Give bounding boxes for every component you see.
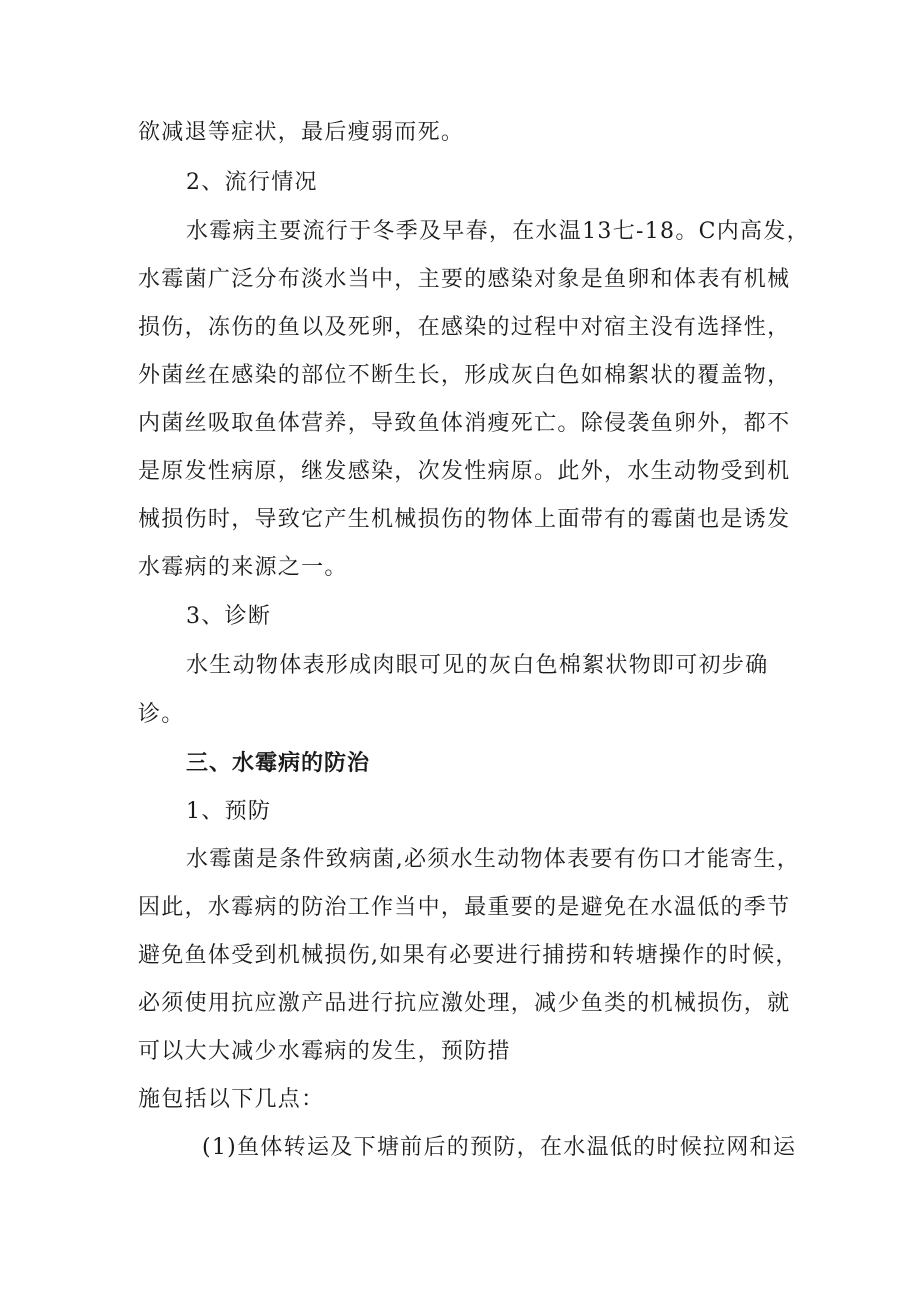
- paragraph-line: 水霉菌是条件致病菌,必须水生动物体表要有伤口才能寄生，: [186, 847, 801, 872]
- paragraph-line: 水生动物体表形成肉眼可见的灰白色棉絮状物即可初步确: [186, 653, 769, 678]
- paragraph-line: 诊。: [138, 702, 185, 727]
- paragraph-line: 水霉病的来源之一。: [138, 555, 348, 580]
- list-item-1: (1)鱼体转运及下塘前后的预防，在水温低的时候拉网和运: [202, 1135, 797, 1160]
- chapter-heading-prevention-treatment: 三、水霉病的防治: [186, 751, 371, 776]
- section-heading-prevention: 1、预防: [186, 799, 272, 824]
- paragraph-line: 必须使用抗应激产品进行抗应激处理，减少鱼类的机械损伤，就: [138, 991, 791, 1016]
- paragraph-line: 施包括以下几点：: [138, 1087, 325, 1112]
- paragraph-line: 欲减退等症状，最后瘦弱而死。: [138, 120, 465, 145]
- paragraph-line: 械损伤时，导致它产生机械损伤的物体上面带有的霉菌也是诱发: [138, 507, 791, 532]
- paragraph-line: 水霉病主要流行于冬季及早春，在水温13七-18。C内高发，: [186, 219, 810, 244]
- paragraph-line: 损伤，冻伤的鱼以及死卵，在感染的过程中对宿主没有选择性，: [138, 315, 791, 340]
- paragraph-line: 因此，水霉病的防治工作当中，最重要的是避免在水温低的季节: [138, 895, 791, 920]
- paragraph-line: 内菌丝吸取鱼体营养，导致鱼体消瘦死亡。除侵袭鱼卵外，都不: [138, 411, 791, 436]
- section-heading-epidemic: 2、流行情况: [186, 170, 318, 195]
- paragraph-line: 避免鱼体受到机械损伤,如果有必要进行捕捞和转塘操作的时候，: [138, 943, 799, 968]
- section-heading-diagnosis: 3、诊断: [186, 604, 272, 629]
- paragraph-line: 可以大大减少水霉病的发生，预防措: [138, 1039, 511, 1064]
- paragraph-line: 外菌丝在感染的部位不断生长，形成灰白色如棉絮状的覆盖物，: [138, 363, 791, 388]
- paragraph-line: 水霉菌广泛分布淡水当中，主要的感染对象是鱼卵和体表有机械: [138, 267, 791, 292]
- paragraph-line: 是原发性病原，继发感染，次发性病原。此外，水生动物受到机: [138, 459, 791, 484]
